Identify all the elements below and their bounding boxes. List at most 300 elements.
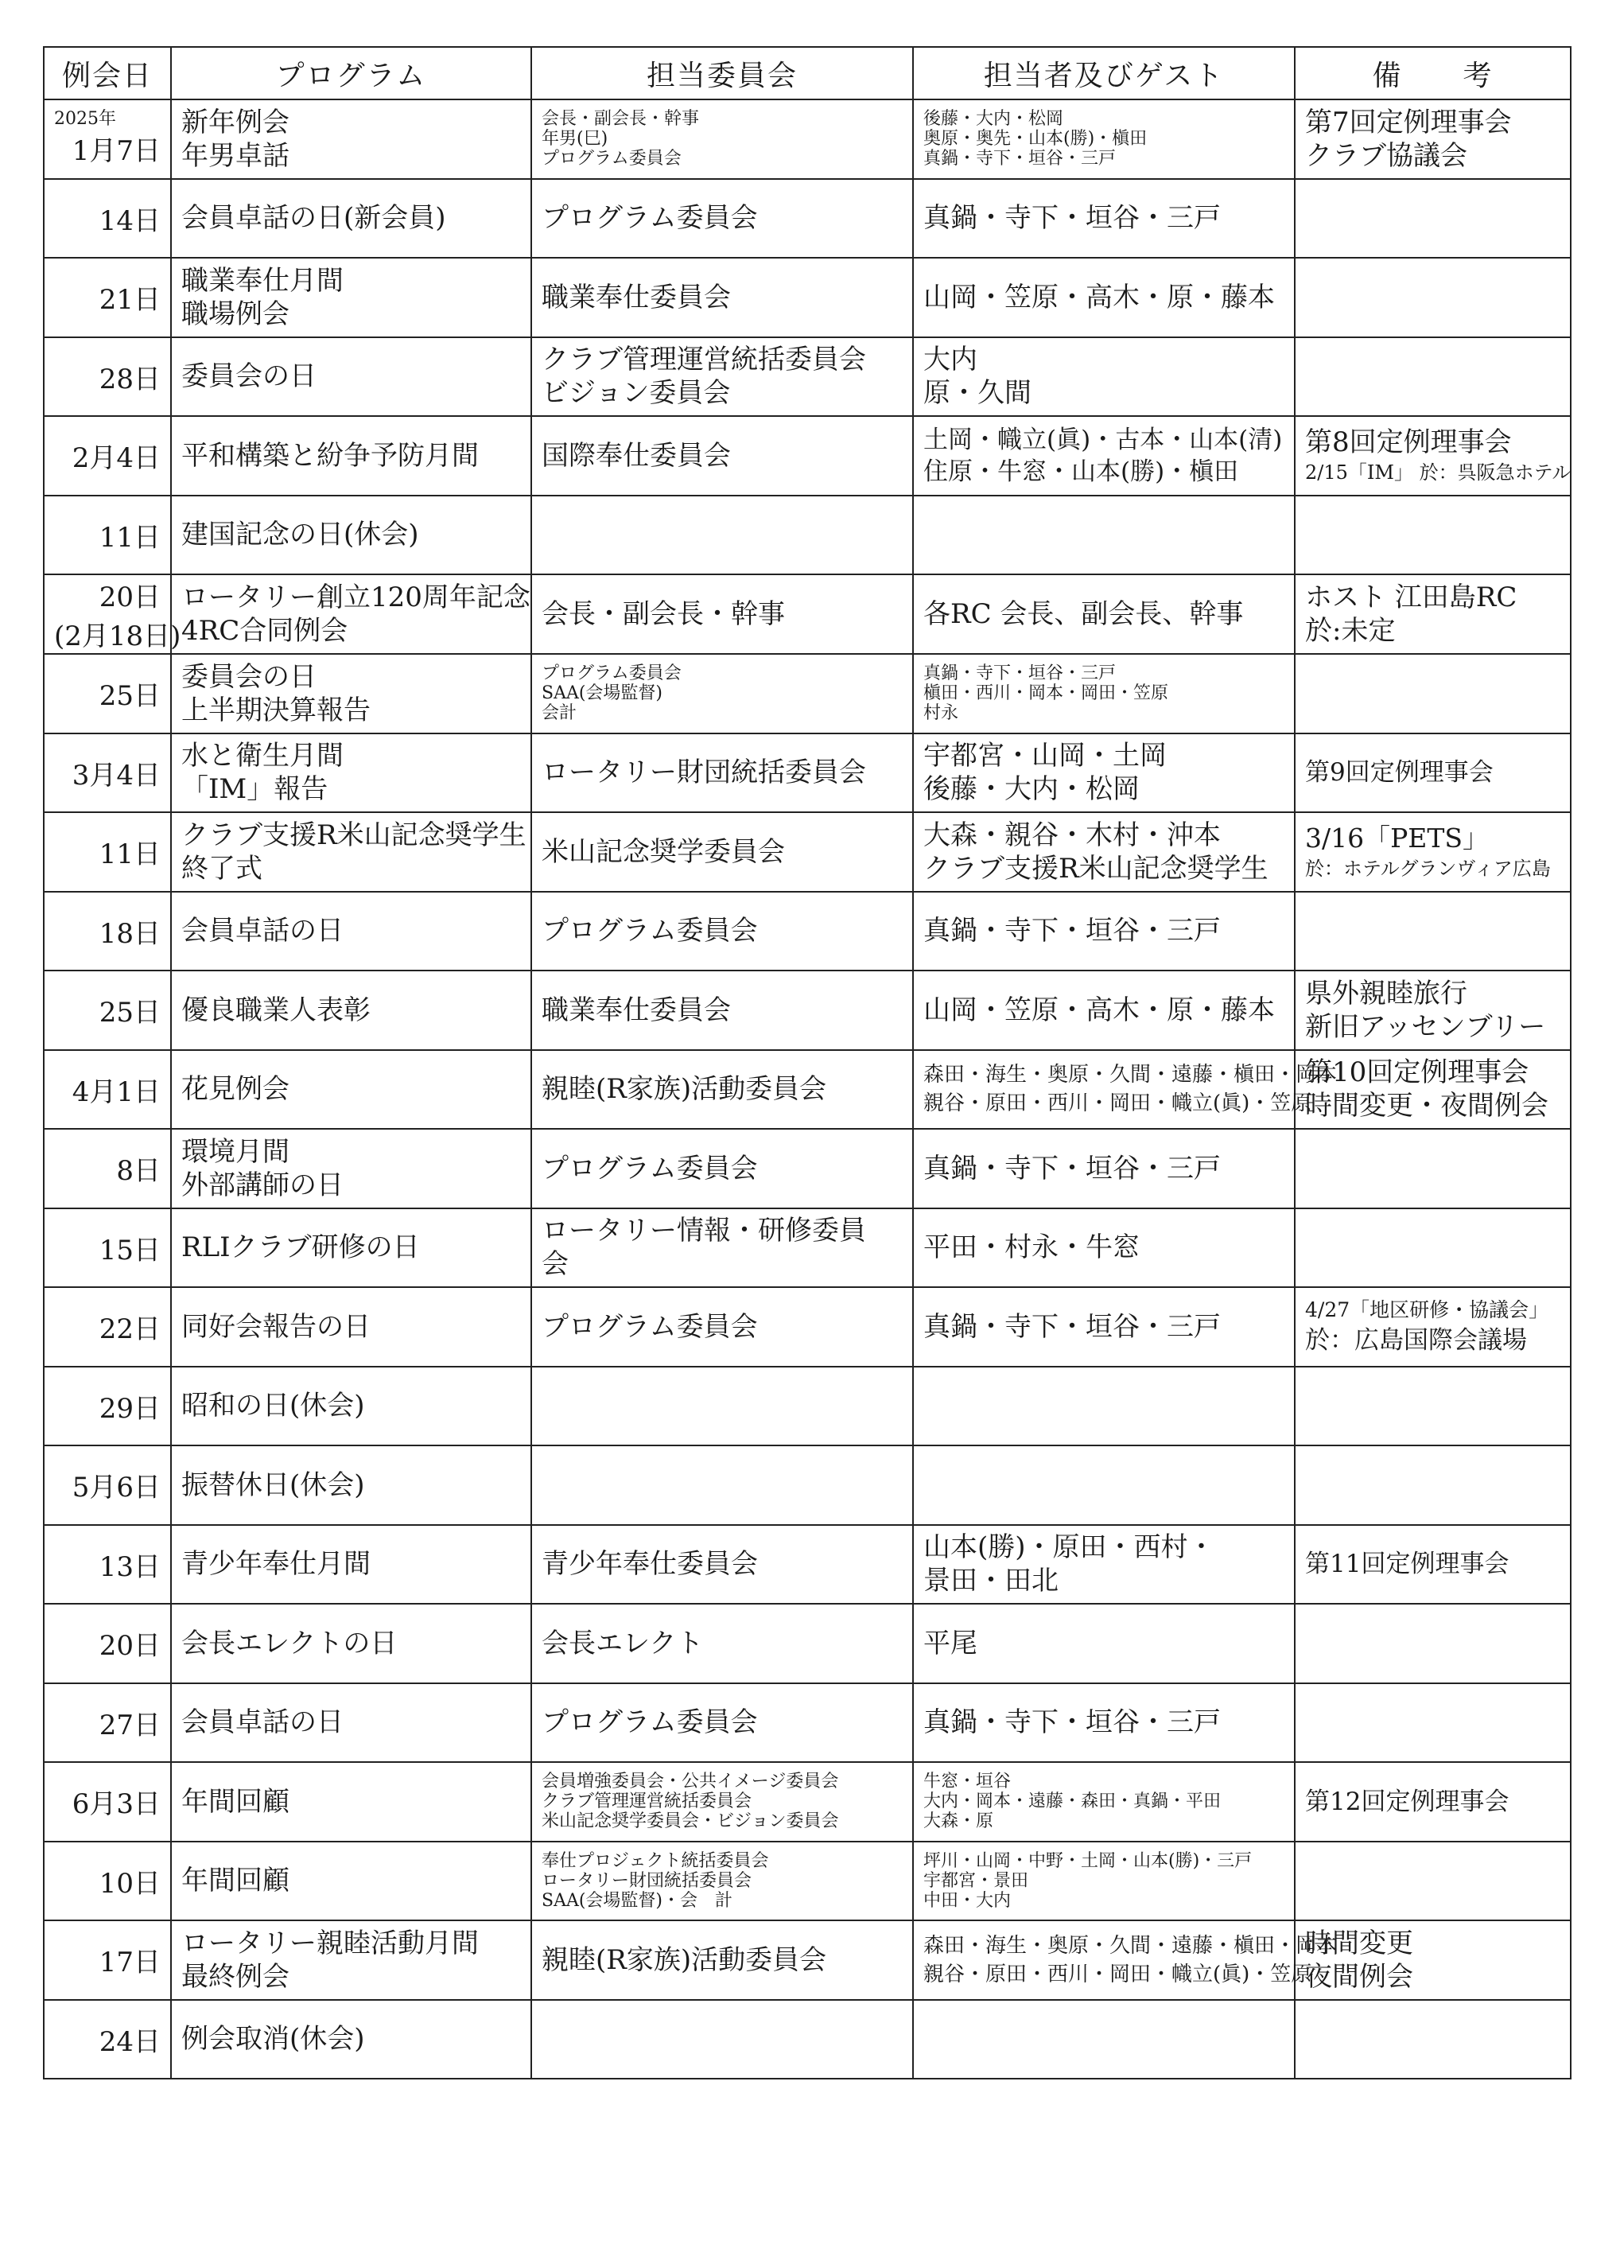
program-line: ロータリー親睦活動月間 xyxy=(181,1927,479,1959)
program-line: 優良職業人表彰 xyxy=(181,994,371,1026)
notes-cell xyxy=(1295,1050,1571,1130)
program-cell xyxy=(171,1129,531,1208)
table-row xyxy=(44,99,1571,179)
staff-line: 牛窓・垣谷 xyxy=(923,1772,1012,1792)
meeting-date: 29日 xyxy=(99,1392,161,1425)
notes-line: 3/16「PETS」 xyxy=(1305,822,1490,854)
committee-line: ビジョン委員会 xyxy=(542,377,731,410)
committee-line: 青少年奉仕委員会 xyxy=(542,1548,758,1581)
notes-cell xyxy=(1295,1842,1571,1921)
staff-cell xyxy=(913,1367,1295,1446)
notes-line: 県外親睦旅行 xyxy=(1305,977,1467,1010)
staff-line: 中田・大内 xyxy=(923,1890,1012,1911)
staff-line: 宇都宮・山岡・土岡 xyxy=(923,740,1167,772)
program-cell xyxy=(171,416,531,496)
committee-line: クラブ管理運営統括委員会 xyxy=(542,344,866,376)
committee-cell xyxy=(531,1367,913,1446)
notes-cell xyxy=(1295,337,1571,417)
committee-cell xyxy=(531,258,913,337)
committee-line: SAA(会場監督) xyxy=(542,683,663,704)
committee-line: SAA(会場監督)・会 計 xyxy=(542,1890,733,1911)
meeting-date: 10日 xyxy=(99,1867,161,1900)
notes-cell xyxy=(1295,971,1571,1050)
staff-line: 後藤・大内・松岡 xyxy=(923,773,1140,806)
staff-cell xyxy=(913,416,1295,496)
staff-cell xyxy=(913,971,1295,1050)
staff-cell xyxy=(913,496,1295,575)
program-cell xyxy=(171,1683,531,1763)
table-row xyxy=(44,1920,1571,2000)
staff-line: 大内 xyxy=(923,344,977,376)
table-row xyxy=(44,1762,1571,1842)
staff-line: 真鍋・寺下・垣谷・三戸 xyxy=(923,202,1221,235)
meeting-date: 4月1日 xyxy=(72,1076,161,1108)
meeting-date-cell xyxy=(44,1604,171,1683)
committee-line: ロータリー財団統括委員会 xyxy=(542,757,866,789)
table-row xyxy=(44,1683,1571,1763)
table-row xyxy=(44,654,1571,733)
staff-cell xyxy=(913,1683,1295,1763)
program-line: 職業奉仕月間 xyxy=(181,264,344,297)
staff-line: 森田・海生・奥原・久間・遠藤・槇田・岡本 xyxy=(923,1063,1338,1087)
staff-line: 山本(勝)・原田・西村・ xyxy=(923,1531,1215,1564)
meeting-date: 20日 xyxy=(99,1630,161,1663)
staff-line: 坪川・山岡・中野・土岡・山本(勝)・三戸 xyxy=(923,1850,1253,1871)
meeting-date-cell xyxy=(44,971,171,1050)
program-cell xyxy=(171,496,531,575)
committee-line: プログラム委員会 xyxy=(542,915,758,947)
program-cell xyxy=(171,2000,531,2079)
staff-cell xyxy=(913,337,1295,417)
committee-cell xyxy=(531,1525,913,1605)
committee-cell xyxy=(531,812,913,892)
notes-line: 時間変更・夜間例会 xyxy=(1305,1090,1548,1122)
staff-line: 宇都宮・景田 xyxy=(923,1870,1029,1891)
staff-line: 奥原・奥先・山本(勝)・槇田 xyxy=(923,129,1148,150)
program-line: 最終例会 xyxy=(181,1960,289,1993)
committee-cell xyxy=(531,1287,913,1367)
meeting-date-cell xyxy=(44,179,171,259)
meeting-date: 2月4日 xyxy=(72,442,161,475)
committee-cell xyxy=(531,2000,913,2079)
meeting-date-cell xyxy=(44,1129,171,1208)
notes-line: 於：ホテルグランヴィア広島 xyxy=(1305,857,1551,880)
meeting-date: 8日 xyxy=(116,1155,161,1188)
table-row xyxy=(44,1208,1571,1288)
program-line: 会長エレクトの日 xyxy=(181,1627,398,1659)
program-line: 職場例会 xyxy=(181,298,289,330)
staff-cell xyxy=(913,1842,1295,1921)
notes-cell xyxy=(1295,179,1571,259)
staff-line: 平田・村永・牛窓 xyxy=(923,1231,1140,1264)
meeting-date-cell xyxy=(44,1287,171,1367)
meeting-date-cell xyxy=(44,574,181,654)
table-row xyxy=(44,179,1571,259)
program-line: 平和構築と紛争予防月間 xyxy=(181,439,479,472)
program-cell xyxy=(171,971,531,1050)
program-line: 水と衛生月間 xyxy=(181,740,344,772)
notes-cell xyxy=(1295,258,1571,337)
staff-cell xyxy=(913,812,1295,892)
committee-line: 会長エレクト xyxy=(542,1627,704,1659)
program-line: 振替休日(休会) xyxy=(181,1469,365,1501)
table-row xyxy=(44,1367,1571,1446)
program-line: 会員卓話の日 xyxy=(181,915,344,947)
program-line: 「IM」報告 xyxy=(181,773,328,806)
staff-line: 山岡・笠原・高木・原・藤本 xyxy=(923,281,1275,313)
committee-cell xyxy=(531,654,913,733)
committee-cell xyxy=(531,1683,913,1763)
committee-cell xyxy=(531,1842,913,1921)
staff-line: 平尾 xyxy=(923,1627,977,1659)
program-line: 4RC合同例会 xyxy=(181,615,348,647)
committee-cell xyxy=(531,971,913,1050)
program-cell xyxy=(171,733,531,813)
staff-cell xyxy=(913,1050,1338,1130)
notes-line: 第7回定例理事会 xyxy=(1305,106,1512,138)
header-date: 例会日 xyxy=(44,47,171,99)
meeting-date-cell xyxy=(44,1367,171,1446)
notes-line: 時間変更 xyxy=(1305,1927,1413,1959)
staff-cell xyxy=(913,179,1295,259)
program-cell xyxy=(171,1367,531,1446)
meeting-date-cell xyxy=(44,654,171,733)
meeting-date: 14日 xyxy=(99,204,161,237)
table-row xyxy=(44,892,1571,971)
notes-line: 4/27「地区研修・協議会」 xyxy=(1305,1297,1549,1321)
committee-cell xyxy=(531,179,913,259)
notes-cell xyxy=(1295,812,1571,892)
staff-line: 山岡・笠原・高木・原・藤本 xyxy=(923,994,1275,1026)
staff-line: 後藤・大内・松岡 xyxy=(923,109,1064,130)
table-header-row xyxy=(44,47,1571,99)
program-line: RLIクラブ研修の日 xyxy=(181,1231,420,1264)
meeting-date-cell xyxy=(44,1842,171,1921)
table-row xyxy=(44,733,1571,813)
meeting-date: 25日 xyxy=(99,997,161,1029)
committee-cell xyxy=(531,1920,913,2000)
program-line: 同好会報告の日 xyxy=(181,1310,371,1343)
staff-cell xyxy=(913,1762,1295,1842)
committee-cell xyxy=(531,99,913,179)
staff-line: 真鍋・寺下・垣谷・三戸 xyxy=(923,149,1117,169)
meeting-date-cell xyxy=(44,2000,171,2079)
meeting-date: 18日 xyxy=(99,917,161,950)
committee-cell xyxy=(531,892,913,971)
meeting-date: 17日 xyxy=(99,1947,161,1979)
program-cell xyxy=(171,574,531,654)
committee-cell xyxy=(531,574,913,654)
table-row xyxy=(44,2000,1571,2079)
notes-cell xyxy=(1295,654,1571,733)
meeting-date-cell xyxy=(44,1050,171,1130)
table-row xyxy=(44,337,1571,417)
program-cell xyxy=(171,1050,531,1130)
notes-line: 第8回定例理事会 xyxy=(1305,426,1512,458)
meeting-date: 20日 xyxy=(99,582,161,613)
notes-line: ホスト 江田島RC xyxy=(1305,582,1517,613)
committee-cell xyxy=(531,1129,913,1208)
staff-cell xyxy=(913,1129,1295,1208)
staff-line: 原・久間 xyxy=(923,377,1032,410)
committee-line: プログラム委員会 xyxy=(542,1310,758,1343)
notes-line: 第12回定例理事会 xyxy=(1305,1787,1509,1816)
committee-cell xyxy=(531,1604,913,1683)
committee-line: 会員増強委員会・公共イメージ委員会 xyxy=(542,1772,839,1792)
program-cell xyxy=(171,1762,531,1842)
staff-line: 親谷・原田・西川・岡田・幟立(眞)・笠原 xyxy=(923,1962,1312,1986)
meeting-date-cell xyxy=(44,1208,171,1288)
meeting-year: 2025年 xyxy=(54,109,116,130)
meeting-date: 21日 xyxy=(99,284,161,317)
program-cell xyxy=(171,654,531,733)
staff-line: クラブ支援R米山記念奨学生 xyxy=(923,852,1269,885)
program-cell xyxy=(171,1445,531,1525)
staff-line: 住原・牛窓・山本(勝)・槇田 xyxy=(923,457,1239,486)
committee-line: 米山記念奨学委員会 xyxy=(542,835,785,868)
program-line: 例会取消(休会) xyxy=(181,2023,365,2056)
program-line: 会員卓話の日 xyxy=(181,1706,344,1739)
committee-cell xyxy=(531,496,913,575)
staff-line: 親谷・原田・西川・岡田・幟立(眞)・笠原 xyxy=(923,1091,1312,1116)
program-line: 新年例会 xyxy=(181,106,289,138)
staff-line: 大森・親谷・木村・沖本 xyxy=(923,819,1221,851)
meeting-date-cell xyxy=(44,1445,171,1525)
meeting-date: 25日 xyxy=(99,680,161,713)
staff-line: 大内・岡本・遠藤・森田・真鍋・平田 xyxy=(923,1791,1222,1812)
committee-cell xyxy=(531,1208,913,1288)
table-row xyxy=(44,971,1571,1050)
committee-line: 会長・副会長・幹事 xyxy=(542,109,700,130)
table-row xyxy=(44,812,1571,892)
header-staff: 担当者及びゲスト xyxy=(913,47,1295,99)
staff-line: 真鍋・寺下・垣谷・三戸 xyxy=(923,915,1221,947)
meeting-date: 1月7日 xyxy=(72,135,161,168)
program-line: 上半期決算報告 xyxy=(181,694,371,726)
committee-line: 国際奉仕委員会 xyxy=(542,439,731,472)
meeting-date: (2月18日) xyxy=(54,620,181,652)
meeting-date: 11日 xyxy=(99,838,161,871)
meeting-date-cell xyxy=(44,733,171,813)
notes-cell xyxy=(1295,1208,1571,1288)
staff-cell xyxy=(913,1525,1295,1605)
meeting-date-cell xyxy=(44,812,171,892)
program-cell xyxy=(171,258,531,337)
notes-line: 於：広島国際会議場 xyxy=(1305,1325,1527,1355)
meeting-date: 24日 xyxy=(99,2025,161,2058)
table-row xyxy=(44,1604,1571,1683)
notes-cell xyxy=(1295,1129,1571,1208)
committee-line: プログラム委員会 xyxy=(542,149,682,169)
program-cell xyxy=(171,892,531,971)
meeting-date-cell xyxy=(44,258,171,337)
committee-line: 職業奉仕委員会 xyxy=(542,281,731,313)
staff-cell xyxy=(913,1287,1295,1367)
notes-cell xyxy=(1295,1604,1571,1683)
table-row xyxy=(44,1287,1571,1367)
staff-cell xyxy=(913,1920,1338,2000)
staff-cell xyxy=(913,1445,1295,1525)
notes-cell xyxy=(1295,416,1571,496)
table-row xyxy=(44,1525,1571,1605)
table-row xyxy=(44,1129,1571,1208)
staff-line: 真鍋・寺下・垣谷・三戸 xyxy=(923,1152,1221,1185)
notes-cell xyxy=(1295,1920,1571,2000)
program-cell xyxy=(171,1208,531,1288)
program-line: 年男卓話 xyxy=(181,139,289,172)
committee-cell xyxy=(531,416,913,496)
program-cell xyxy=(171,99,531,179)
staff-cell xyxy=(913,258,1295,337)
table-row xyxy=(44,416,1571,496)
program-cell xyxy=(171,1920,531,2000)
notes-cell xyxy=(1295,733,1571,813)
committee-line: 職業奉仕委員会 xyxy=(542,994,731,1026)
meeting-date: 3月4日 xyxy=(72,759,161,792)
committee-line: 米山記念奨学委員会・ビジョン委員会 xyxy=(542,1811,839,1832)
notes-cell xyxy=(1295,1525,1571,1605)
schedule-body xyxy=(44,99,1571,2079)
staff-line: 村永 xyxy=(923,703,959,724)
program-line: 終了式 xyxy=(181,852,262,885)
staff-line: 真鍋・寺下・垣谷・三戸 xyxy=(923,1310,1221,1343)
program-cell xyxy=(171,1604,531,1683)
staff-cell xyxy=(913,1208,1295,1288)
staff-cell xyxy=(913,99,1295,179)
meeting-date-cell xyxy=(44,337,171,417)
program-line: 環境月間 xyxy=(181,1135,289,1168)
notes-line: 新旧アッセンブリー xyxy=(1305,1010,1546,1043)
notes-cell xyxy=(1295,1762,1571,1842)
meeting-date: 27日 xyxy=(99,1709,161,1741)
notes-line: 於:未定 xyxy=(1305,615,1396,647)
committee-cell xyxy=(531,1050,913,1130)
committee-line: プログラム委員会 xyxy=(542,202,758,235)
meeting-date-cell xyxy=(44,1920,171,2000)
program-cell xyxy=(171,1842,531,1921)
meeting-schedule-table xyxy=(43,46,1572,2079)
program-line: 年間回顧 xyxy=(181,1865,289,1897)
program-line: 外部講師の日 xyxy=(181,1169,344,1201)
program-cell xyxy=(171,179,531,259)
program-line: 委員会の日 xyxy=(181,360,317,393)
notes-cell xyxy=(1295,1445,1571,1525)
notes-line: 第9回定例理事会 xyxy=(1305,758,1494,788)
program-line: クラブ支援R米山記念奨学生 xyxy=(181,819,526,851)
meeting-date-cell xyxy=(44,892,171,971)
header-program: プログラム xyxy=(171,47,531,99)
table-row xyxy=(44,1445,1571,1525)
staff-line: 景田・田北 xyxy=(923,1565,1059,1597)
program-cell xyxy=(171,1525,531,1605)
notes-cell xyxy=(1295,1683,1571,1763)
table-row xyxy=(44,574,1571,654)
meeting-date: 28日 xyxy=(99,363,161,395)
meeting-date-cell xyxy=(44,496,171,575)
meeting-date-cell xyxy=(44,1762,171,1842)
meeting-date: 6月3日 xyxy=(72,1788,161,1821)
committee-line: ロータリー情報・研修委員 xyxy=(542,1215,866,1247)
table-row xyxy=(44,258,1571,337)
notes-cell xyxy=(1295,99,1571,179)
program-line: ロータリー創立120周年記念 xyxy=(181,582,530,613)
notes-cell xyxy=(1295,496,1571,575)
program-cell xyxy=(171,812,531,892)
header-committee: 担当委員会 xyxy=(531,47,913,99)
notes-line: 第10回定例理事会 xyxy=(1305,1056,1529,1089)
staff-line: 森田・海生・奥原・久間・遠藤・槇田・岡本 xyxy=(923,1933,1338,1958)
notes-line: 夜間例会 xyxy=(1305,1960,1413,1993)
program-line: 委員会の日 xyxy=(181,660,317,693)
staff-cell xyxy=(913,574,1295,654)
program-cell xyxy=(171,1287,531,1367)
committee-line: 奉仕プロジェクト統括委員会 xyxy=(542,1850,769,1871)
notes-line: 第11回定例理事会 xyxy=(1305,1550,1509,1579)
notes-cell xyxy=(1295,1367,1571,1446)
committee-line: ロータリー財団統括委員会 xyxy=(542,1870,752,1891)
committee-line: 会長・副会長・幹事 xyxy=(542,598,785,630)
table-row xyxy=(44,1050,1571,1130)
staff-cell xyxy=(913,892,1295,971)
staff-line: 大森・原 xyxy=(923,1811,994,1832)
meeting-date: 22日 xyxy=(99,1313,161,1346)
staff-line: 各RC 会長、副会長、幹事 xyxy=(923,598,1244,630)
program-line: 会員卓話の日(新会員) xyxy=(181,202,446,235)
notes-cell xyxy=(1295,1287,1571,1367)
staff-cell xyxy=(913,1604,1295,1683)
table-row xyxy=(44,1842,1571,1921)
staff-line: 土岡・幟立(眞)・古本・山本(清) xyxy=(923,425,1283,454)
meeting-date: 5月6日 xyxy=(72,1472,161,1504)
staff-line: 真鍋・寺下・垣谷・三戸 xyxy=(923,1706,1221,1739)
committee-line: プログラム委員会 xyxy=(542,663,682,684)
notes-cell xyxy=(1295,892,1571,971)
committee-line: 親睦(R家族)活動委員会 xyxy=(542,1943,827,1976)
notes-line: クラブ協議会 xyxy=(1305,139,1467,172)
table-row xyxy=(44,496,1571,575)
meeting-date: 15日 xyxy=(99,1234,161,1266)
notes-line: 2/15「IM」 於：呉阪急ホテル xyxy=(1305,461,1572,484)
committee-line: 年男(巳) xyxy=(542,129,608,150)
committee-cell xyxy=(531,337,913,417)
staff-cell xyxy=(913,654,1295,733)
program-line: 昭和の日(休会) xyxy=(181,1390,365,1422)
committee-line: 親睦(R家族)活動委員会 xyxy=(542,1073,827,1106)
meeting-date: 13日 xyxy=(99,1550,161,1583)
staff-cell xyxy=(913,2000,1295,2079)
meeting-date-cell xyxy=(44,99,171,179)
program-line: 花見例会 xyxy=(181,1073,289,1106)
committee-line: 会 xyxy=(542,1248,569,1281)
notes-cell xyxy=(1295,2000,1571,2079)
committee-cell xyxy=(531,1762,913,1842)
committee-cell xyxy=(531,733,913,813)
meeting-date-cell xyxy=(44,416,171,496)
committee-line: プログラム委員会 xyxy=(542,1706,758,1739)
meeting-date: 11日 xyxy=(99,521,161,554)
program-line: 青少年奉仕月間 xyxy=(181,1548,371,1581)
committee-line: クラブ管理運営統括委員会 xyxy=(542,1791,752,1812)
staff-cell xyxy=(913,733,1295,813)
staff-line: 真鍋・寺下・垣谷・三戸 xyxy=(923,663,1117,684)
committee-line: 会計 xyxy=(542,703,577,724)
program-cell xyxy=(171,337,531,417)
notes-cell xyxy=(1295,574,1571,654)
program-line: 年間回顧 xyxy=(181,1785,289,1818)
program-line: 建国記念の日(休会) xyxy=(181,519,419,551)
meeting-date-cell xyxy=(44,1525,171,1605)
committee-line: プログラム委員会 xyxy=(542,1152,758,1185)
